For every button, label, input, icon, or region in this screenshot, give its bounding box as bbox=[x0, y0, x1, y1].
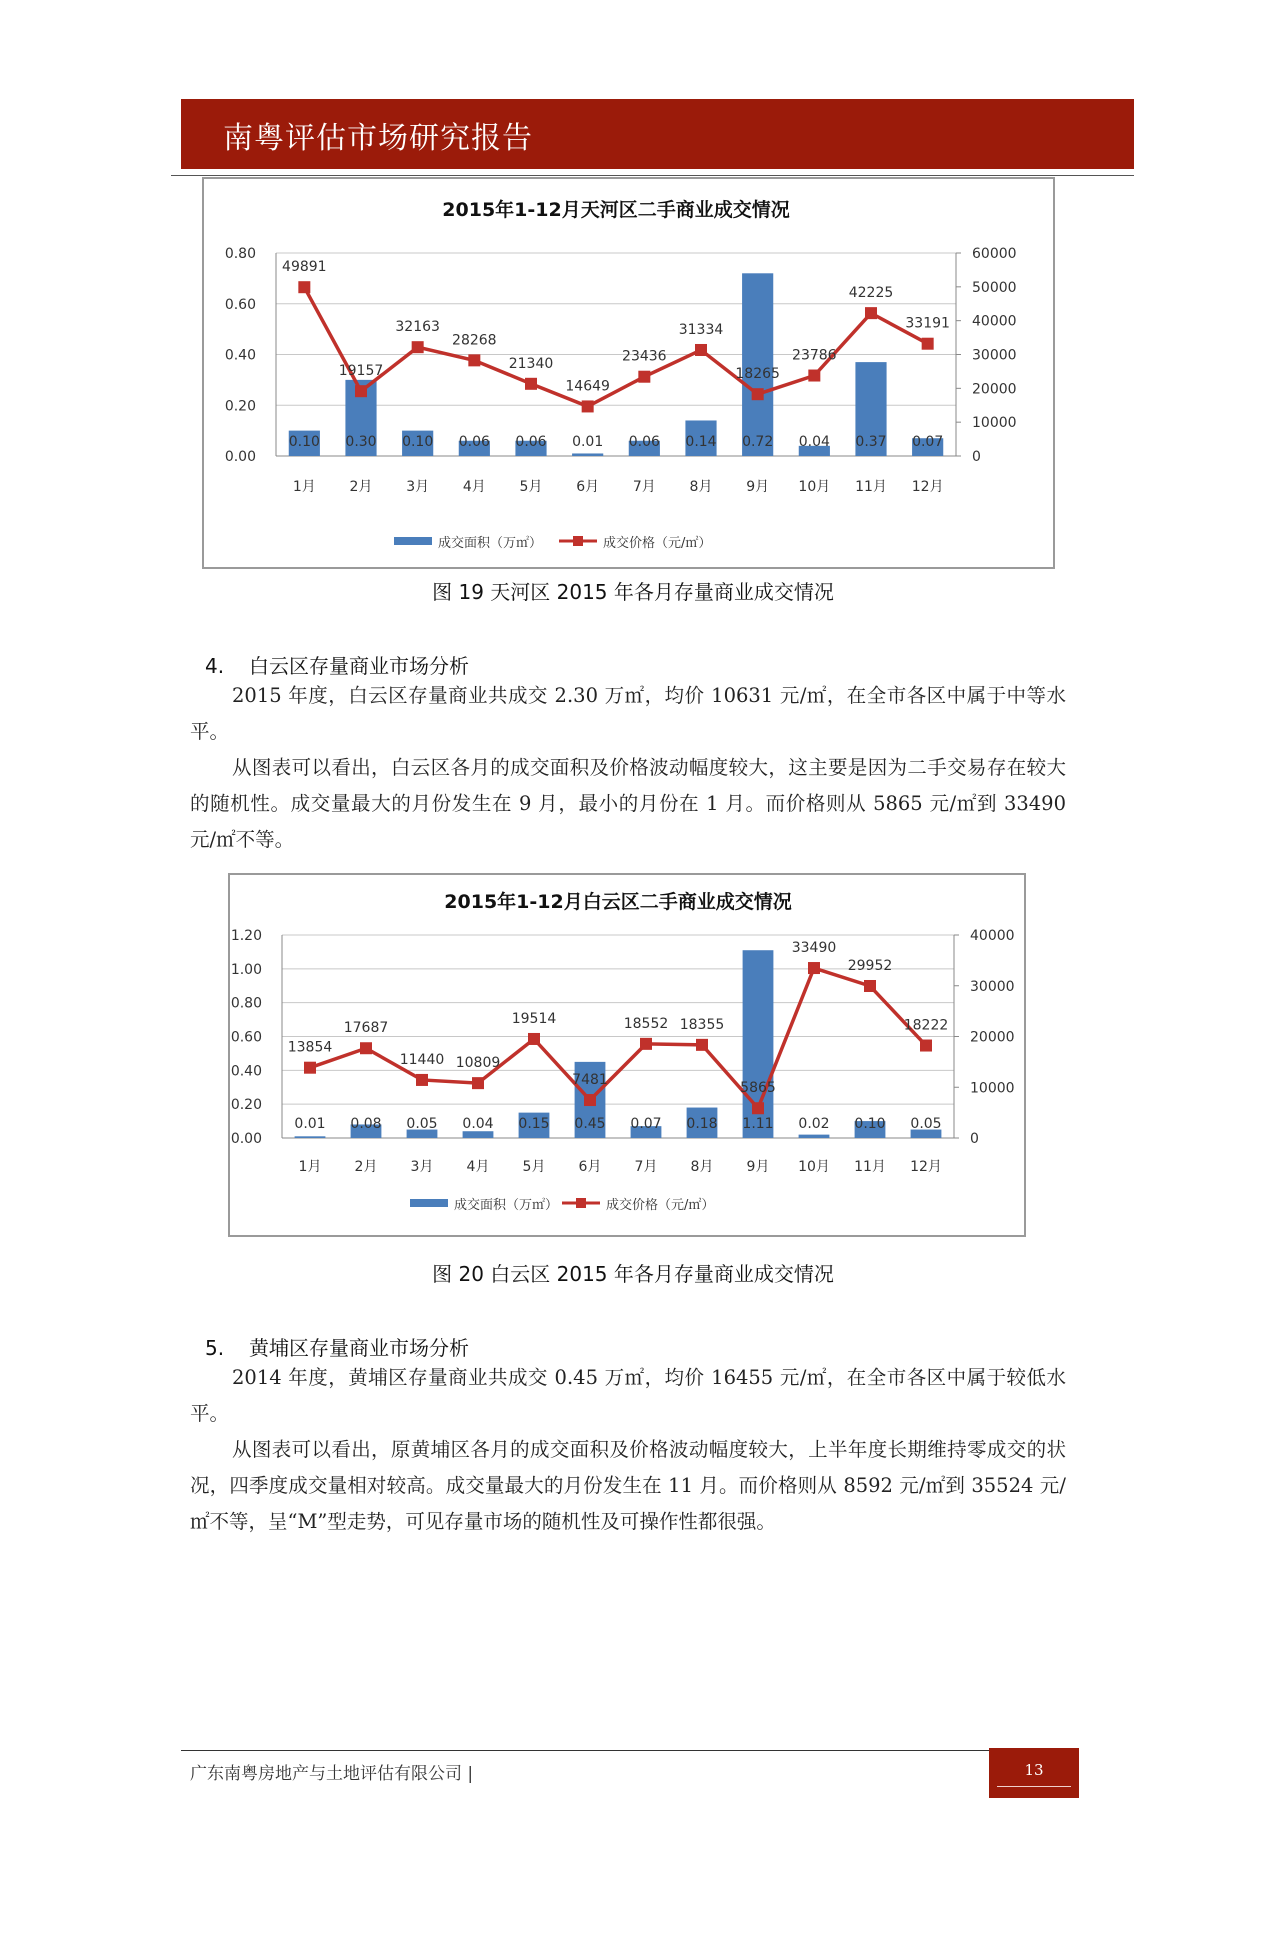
price-marker bbox=[412, 341, 424, 353]
bar bbox=[742, 273, 773, 456]
footer-rule bbox=[181, 1750, 989, 1751]
x-tick-label: 1月 bbox=[292, 479, 316, 495]
price-value-label: 23436 bbox=[622, 348, 667, 365]
price-value-label: 19157 bbox=[338, 363, 384, 380]
price-value-label: 10809 bbox=[455, 1055, 501, 1072]
price-marker bbox=[355, 385, 367, 397]
price-value-label: 7481 bbox=[572, 1072, 608, 1089]
x-tick-label: 8月 bbox=[690, 1159, 714, 1175]
bar-value-label: 0.72 bbox=[742, 434, 774, 450]
y2-tick-label: 60000 bbox=[972, 246, 1017, 262]
bar-value-label: 0.01 bbox=[294, 1116, 326, 1132]
section-5-body bbox=[190, 1360, 1066, 1540]
y-tick-label: 0.20 bbox=[230, 1097, 262, 1114]
bar-value-label: 0.06 bbox=[515, 434, 547, 450]
y2-tick-label: 20000 bbox=[970, 1029, 1015, 1046]
bar-value-label: 0.06 bbox=[458, 434, 490, 450]
price-marker bbox=[360, 1042, 372, 1054]
section-5-title: 黄埔区存量商业市场分析 bbox=[249, 1336, 469, 1360]
price-value-label: 33191 bbox=[905, 315, 950, 332]
x-tick-label: 11月 bbox=[855, 479, 887, 495]
bar-value-label: 0.05 bbox=[406, 1116, 438, 1132]
y2-tick-label: 40000 bbox=[972, 313, 1017, 330]
x-tick-label: 12月 bbox=[911, 479, 944, 495]
price-value-label: 42225 bbox=[848, 285, 894, 302]
page-number-box bbox=[989, 1748, 1079, 1798]
legend-bar-label: 成交面积（万㎡） bbox=[454, 1198, 559, 1213]
x-tick-label: 4月 bbox=[462, 479, 486, 495]
bar-value-label: 0.08 bbox=[350, 1116, 382, 1132]
price-value-label: 33490 bbox=[791, 940, 837, 957]
price-marker bbox=[695, 344, 707, 356]
legend-bar-swatch bbox=[394, 537, 432, 545]
paragraph: 2014 年度，黄埔区存量商业共成交 0.45 万㎡，均价 16455 元/㎡，在全市各区中属于较低水平。 bbox=[190, 1366, 1066, 1425]
bar bbox=[572, 453, 603, 456]
bar-value-label: 0.04 bbox=[798, 434, 830, 450]
paragraph: 2015 年度，白云区存量商业共成交 2.30 万㎡，均价 10631 元/㎡，在全市各区中属于中等水平。 bbox=[190, 684, 1066, 743]
price-value-label: 31334 bbox=[678, 321, 724, 338]
price-marker bbox=[920, 1040, 932, 1052]
y2-tick-label: 0 bbox=[972, 449, 981, 465]
bar-value-label: 0.05 bbox=[910, 1116, 942, 1132]
price-value-label: 13854 bbox=[287, 1039, 333, 1056]
section-4-heading bbox=[205, 650, 469, 679]
bar-value-label: 0.14 bbox=[685, 434, 717, 450]
page-number: 13 bbox=[1024, 1761, 1044, 1779]
page-number-underline bbox=[997, 1786, 1071, 1787]
price-marker bbox=[922, 338, 934, 350]
x-tick-label: 7月 bbox=[634, 1159, 658, 1175]
price-value-label: 17687 bbox=[343, 1020, 389, 1037]
price-value-label: 11440 bbox=[399, 1051, 445, 1068]
y2-tick-label: 10000 bbox=[970, 1080, 1015, 1097]
price-marker bbox=[525, 378, 537, 390]
price-marker bbox=[304, 1062, 316, 1074]
chart-title: 2015年1-12月天河区二手商业成交情况 bbox=[442, 199, 790, 221]
y-tick-label: 0.60 bbox=[230, 1029, 262, 1046]
y-tick-label: 0.20 bbox=[224, 398, 256, 415]
chart-title: 2015年1-12月白云区二手商业成交情况 bbox=[444, 891, 792, 913]
legend-line-label: 成交价格（元/㎡） bbox=[606, 1198, 715, 1213]
price-marker bbox=[528, 1033, 540, 1045]
price-marker bbox=[640, 1038, 652, 1050]
bar-value-label: 0.07 bbox=[630, 1116, 662, 1132]
price-marker bbox=[416, 1074, 428, 1086]
x-tick-label: 8月 bbox=[689, 479, 713, 495]
price-value-label: 19514 bbox=[511, 1010, 557, 1027]
x-tick-label: 6月 bbox=[576, 479, 600, 495]
price-marker bbox=[864, 980, 876, 992]
x-tick-label: 2月 bbox=[349, 479, 373, 495]
bar-value-label: 0.45 bbox=[574, 1116, 606, 1132]
section-5-heading bbox=[205, 1332, 469, 1361]
header-rule bbox=[171, 175, 1134, 176]
y-tick-label: 0.80 bbox=[224, 246, 256, 262]
price-marker bbox=[468, 354, 480, 366]
y2-tick-label: 30000 bbox=[970, 978, 1015, 995]
x-tick-label: 5月 bbox=[522, 1159, 546, 1175]
bar-value-label: 0.18 bbox=[686, 1116, 718, 1132]
section-4-number: 4. bbox=[205, 654, 225, 678]
price-value-label: 29952 bbox=[847, 957, 893, 974]
price-marker bbox=[472, 1077, 484, 1089]
x-tick-label: 12月 bbox=[910, 1159, 942, 1175]
y2-tick-label: 40000 bbox=[970, 928, 1015, 944]
y2-tick-label: 10000 bbox=[972, 415, 1017, 432]
x-tick-label: 9月 bbox=[746, 1159, 770, 1175]
baiyun-chart bbox=[228, 873, 1026, 1237]
figure-19-caption: 图 19 天河区 2015 年各月存量商业成交情况 bbox=[432, 580, 834, 604]
legend-line-marker bbox=[576, 1198, 586, 1208]
bar bbox=[799, 1135, 830, 1138]
y-tick-label: 0.00 bbox=[224, 449, 256, 465]
price-value-label: 23786 bbox=[792, 347, 837, 364]
y-tick-label: 0.60 bbox=[224, 296, 256, 313]
bar-value-label: 0.01 bbox=[572, 434, 604, 450]
x-tick-label: 9月 bbox=[746, 479, 770, 495]
price-value-label: 18552 bbox=[623, 1015, 669, 1032]
price-value-label: 14649 bbox=[565, 378, 610, 395]
price-marker bbox=[584, 1094, 596, 1106]
section-4-body bbox=[190, 678, 1066, 858]
x-tick-label: 10月 bbox=[798, 1159, 830, 1175]
paragraph: 从图表可以看出，白云区各月的成交面积及价格波动幅度较大，这主要是因为二手交易存在较大的随机性。成交量最大的月份发生在 9 月，最小的月份在 1 月。而价格则从 5865 元/㎡到 33490 元/㎡不等。 bbox=[190, 756, 1066, 851]
bar bbox=[295, 1136, 326, 1138]
bar-value-label: 0.06 bbox=[628, 434, 660, 450]
price-value-label: 18222 bbox=[903, 1017, 949, 1034]
price-value-label: 28268 bbox=[452, 332, 497, 349]
price-value-label: 32163 bbox=[395, 319, 440, 336]
x-tick-label: 6月 bbox=[578, 1159, 602, 1175]
y2-tick-label: 0 bbox=[970, 1131, 979, 1147]
y-tick-label: 0.00 bbox=[230, 1131, 262, 1147]
price-value-label: 49891 bbox=[282, 259, 327, 276]
price-value-label: 21340 bbox=[508, 355, 554, 372]
x-tick-label: 7月 bbox=[632, 479, 656, 495]
x-tick-label: 4月 bbox=[466, 1159, 490, 1175]
section-5-number: 5. bbox=[205, 1336, 225, 1360]
price-marker bbox=[808, 370, 820, 382]
report-header-bar bbox=[181, 99, 1134, 169]
x-tick-label: 3月 bbox=[406, 479, 430, 495]
paragraph: 从图表可以看出，原黄埔区各月的成交面积及价格波动幅度较大，上半年度长期维持零成交的状况，四季度成交量相对较高。成交量最大的月份发生在 11 月。而价格则从 8592 元/㎡到 35524 元/㎡不等，呈“M”型走势，可见存量市场的随机性及可操作性都很强。 bbox=[190, 1438, 1066, 1533]
price-value-label: 18355 bbox=[679, 1016, 725, 1033]
bar-value-label: 0.02 bbox=[798, 1116, 830, 1132]
y-tick-label: 0.40 bbox=[224, 347, 256, 364]
x-tick-label: 3月 bbox=[410, 1159, 434, 1175]
price-marker bbox=[752, 388, 764, 400]
bar-value-label: 0.15 bbox=[518, 1116, 550, 1132]
y2-tick-label: 30000 bbox=[972, 347, 1017, 364]
bar bbox=[463, 1131, 494, 1138]
x-tick-label: 1月 bbox=[298, 1159, 322, 1175]
figure-20-caption: 图 20 白云区 2015 年各月存量商业成交情况 bbox=[432, 1262, 834, 1286]
price-marker bbox=[752, 1102, 764, 1114]
y2-tick-label: 20000 bbox=[972, 381, 1017, 398]
y-tick-label: 0.40 bbox=[230, 1063, 262, 1080]
legend-bar-swatch bbox=[410, 1199, 448, 1207]
price-value-label: 5865 bbox=[740, 1080, 776, 1097]
tianhe-chart bbox=[202, 177, 1055, 569]
bar-value-label: 0.10 bbox=[288, 434, 320, 450]
legend-bar-label: 成交面积（万㎡） bbox=[438, 536, 543, 551]
x-tick-label: 11月 bbox=[854, 1159, 886, 1175]
y-tick-label: 1.00 bbox=[230, 961, 262, 978]
bar-value-label: 0.37 bbox=[855, 434, 887, 450]
y-tick-label: 1.20 bbox=[230, 928, 262, 944]
bar-value-label: 0.30 bbox=[345, 434, 377, 450]
bar-value-label: 0.07 bbox=[912, 434, 944, 450]
price-marker bbox=[582, 400, 594, 412]
x-tick-label: 5月 bbox=[519, 479, 543, 495]
y2-tick-label: 50000 bbox=[972, 279, 1017, 296]
y-tick-label: 0.80 bbox=[230, 995, 262, 1012]
legend-line-marker bbox=[573, 536, 583, 546]
bar-value-label: 0.04 bbox=[462, 1116, 494, 1132]
price-marker bbox=[298, 281, 310, 293]
price-marker bbox=[696, 1039, 708, 1051]
price-value-label: 18265 bbox=[735, 366, 780, 383]
footer-company: 广东南粤房地产与土地评估有限公司 | bbox=[190, 1764, 474, 1784]
price-marker bbox=[808, 962, 820, 974]
price-marker bbox=[865, 307, 877, 319]
legend-line-label: 成交价格（元/㎡） bbox=[603, 536, 712, 551]
x-tick-label: 2月 bbox=[354, 1159, 378, 1175]
price-line bbox=[310, 968, 926, 1108]
section-4-title: 白云区存量商业市场分析 bbox=[249, 654, 469, 678]
report-title: 南粤评估市场研究报告 bbox=[223, 121, 533, 156]
bar-value-label: 0.10 bbox=[854, 1116, 886, 1132]
price-marker bbox=[638, 371, 650, 383]
bar-value-label: 0.10 bbox=[402, 434, 434, 450]
x-tick-label: 10月 bbox=[798, 479, 831, 495]
bar-value-label: 1.11 bbox=[742, 1116, 774, 1132]
